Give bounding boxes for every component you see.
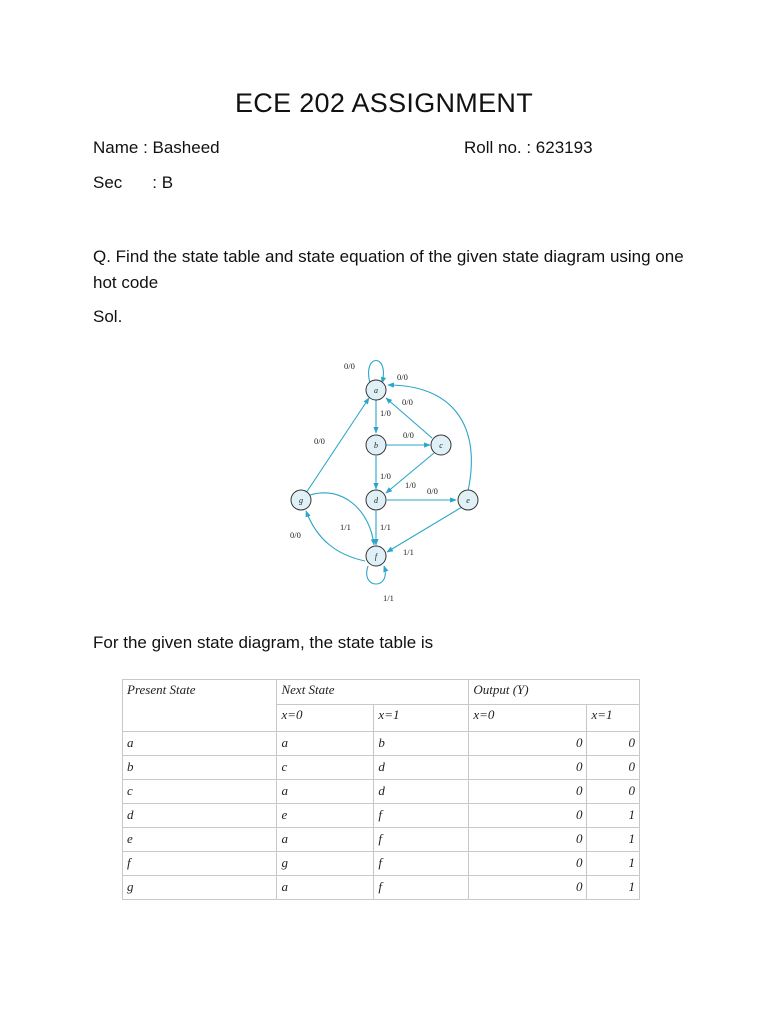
cell-output-x0: 0: [469, 804, 587, 828]
state-node-a: [366, 380, 386, 400]
svg-text:d: d: [374, 496, 378, 505]
cell-next-x0: a: [277, 828, 374, 852]
label-a-to-b: 1/0: [380, 408, 391, 418]
label-d-to-e: 0/0: [427, 486, 438, 496]
state-diagram: [262, 345, 502, 620]
svg-text:g: g: [299, 496, 303, 505]
label-e-to-a: 0/0: [397, 372, 408, 382]
cell-output-x1: 1: [587, 828, 640, 852]
section-value: : B: [152, 173, 174, 192]
table-header-row: [123, 680, 640, 705]
state-node-b: [366, 435, 386, 455]
cell-present: c: [123, 780, 277, 804]
header-output: Output (Y): [469, 680, 640, 705]
cell-next-x1: f: [374, 876, 469, 900]
header-next-x1: x=1: [374, 705, 469, 732]
header-output-x1: x=1: [587, 705, 640, 732]
cell-present: f: [123, 852, 277, 876]
edge-e-to-a: [388, 385, 471, 491]
cell-present: a: [123, 732, 277, 756]
label-e-to-f: 1/1: [403, 547, 414, 557]
table-row: [123, 756, 640, 780]
cell-next-x0: e: [277, 804, 374, 828]
header-next-state: Next State: [277, 680, 469, 705]
cell-output-x1: 1: [587, 852, 640, 876]
table-row: [123, 828, 640, 852]
cell-next-x0: a: [277, 780, 374, 804]
cell-next-x1: f: [374, 852, 469, 876]
table-row: [123, 732, 640, 756]
label-c-to-d: 1/0: [405, 480, 416, 490]
solution-label: Sol.: [93, 307, 123, 326]
cell-output-x0: 0: [469, 828, 587, 852]
label-d-to-f: 1/1: [380, 522, 391, 532]
label-g-to-f: 1/1: [340, 522, 351, 532]
document-title: ECE 202 ASSIGNMENT: [235, 88, 533, 118]
edge-f-to-g: [306, 511, 365, 561]
cell-next-x1: b: [374, 732, 469, 756]
cell-present: e: [123, 828, 277, 852]
state-node-g: [291, 490, 311, 510]
edge-g-to-f: [310, 493, 374, 545]
label-f-to-g: 0/0: [290, 530, 301, 540]
cell-output-x0: 0: [469, 756, 587, 780]
table-row: [123, 876, 640, 900]
cell-next-x1: f: [374, 828, 469, 852]
cell-next-x1: d: [374, 780, 469, 804]
cell-output-x0: 0: [469, 780, 587, 804]
label-f-self: 1/1: [383, 593, 394, 603]
cell-next-x0: g: [277, 852, 374, 876]
cell-present: b: [123, 756, 277, 780]
cell-output-x1: 1: [587, 876, 640, 900]
question-text: Q. Find the state table and state equation of the given state diagram using one hot code: [93, 247, 684, 292]
cell-output-x0: 0: [469, 876, 587, 900]
svg-text:b: b: [374, 441, 378, 450]
cell-output-x0: 0: [469, 732, 587, 756]
table-row: [123, 780, 640, 804]
label-b-to-c: 0/0: [403, 430, 414, 440]
edge-e-to-f: [387, 507, 462, 552]
table-row: [123, 804, 640, 828]
svg-text:f: f: [374, 552, 378, 561]
table-intro: For the given state diagram, the state table is: [93, 633, 434, 652]
cell-output-x1: 1: [587, 804, 640, 828]
edge-f-self: [367, 566, 386, 584]
label-b-to-d: 1/0: [380, 471, 391, 481]
cell-output-x1: 0: [587, 732, 640, 756]
cell-next-x0: a: [277, 876, 374, 900]
label-a-self: 0/0: [344, 361, 355, 371]
state-table: [122, 679, 640, 900]
svg-text:a: a: [374, 386, 378, 395]
cell-next-x1: d: [374, 756, 469, 780]
cell-next-x0: c: [277, 756, 374, 780]
table-row: [123, 852, 640, 876]
section-label: Sec: [93, 173, 123, 192]
cell-present: d: [123, 804, 277, 828]
svg-text:e: e: [466, 496, 470, 505]
section-line: [93, 173, 173, 193]
student-name: Name : Basheed: [93, 138, 220, 157]
state-node-d: [366, 490, 386, 510]
label-g-to-a: 0/0: [314, 436, 325, 446]
cell-next-x0: a: [277, 732, 374, 756]
cell-output-x0: 0: [469, 852, 587, 876]
cell-output-x1: 0: [587, 756, 640, 780]
state-node-e: [458, 490, 478, 510]
label-c-to-a: 0/0: [402, 397, 413, 407]
header-output-x0: x=0: [469, 705, 587, 732]
svg-text:c: c: [439, 441, 443, 450]
header-next-x0: x=0: [277, 705, 374, 732]
header-present-state: Present State: [123, 680, 277, 732]
cell-present: g: [123, 876, 277, 900]
cell-next-x1: f: [374, 804, 469, 828]
state-node-f: [366, 546, 386, 566]
roll-number: Roll no. : 623193: [464, 138, 593, 157]
state-node-c: [431, 435, 451, 455]
cell-output-x1: 0: [587, 780, 640, 804]
